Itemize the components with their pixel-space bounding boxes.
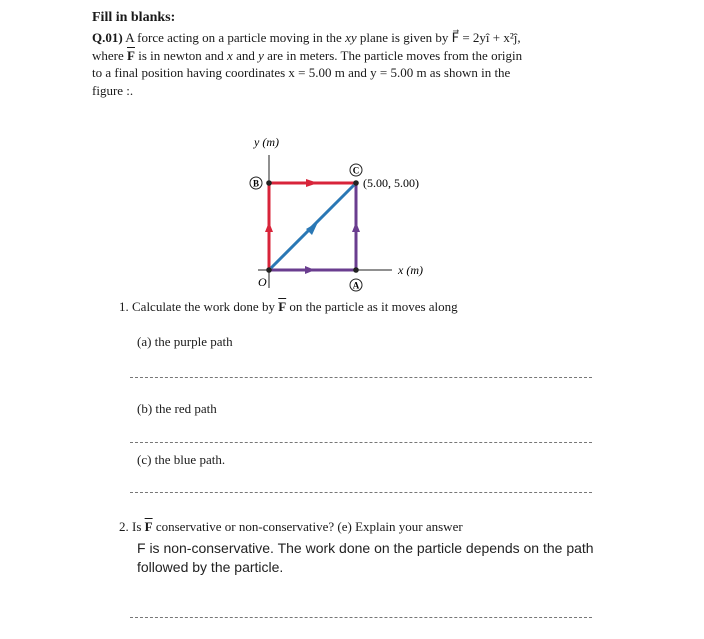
q2-text-a: 2. Is	[119, 519, 145, 534]
heading: Fill in blanks:	[92, 10, 176, 25]
purple-arrow-up	[352, 222, 360, 232]
x-var: x	[227, 47, 233, 63]
question-line2-c: and	[232, 47, 259, 63]
purple-arrow-right	[305, 266, 315, 274]
force-expression: F⃗ = 2yî + x²ĵ,	[451, 30, 521, 45]
answer-line-e[interactable]	[130, 617, 592, 618]
q1-text-b: on the particle as it moves along	[286, 299, 458, 314]
question-line1-a: A force acting on a particle moving in the	[122, 30, 346, 45]
label-B: B	[252, 178, 260, 189]
label-C: C	[352, 165, 360, 176]
part-b: (b) the red path	[137, 401, 217, 416]
x-axis-label: x (m)	[398, 263, 423, 277]
origin-label: O	[258, 275, 267, 289]
q2-answer: F is non-conservative. The work done on the particle depends on the path followed by the particle.	[137, 540, 594, 575]
y-axis-label: y (m)	[254, 135, 279, 149]
answer-line-b[interactable]	[130, 442, 592, 443]
question-line1-b: plane is given by	[356, 30, 452, 45]
question-1	[119, 299, 458, 315]
point-B-dot	[266, 180, 272, 186]
origin-dot	[266, 267, 272, 273]
part-c: (c) the blue path.	[137, 452, 226, 467]
answer-line-c[interactable]	[130, 492, 592, 493]
q2-force-symbol: $\overline{F}$	[144, 519, 153, 534]
coordinate-label: (5.00, 5.00)	[363, 176, 419, 190]
point-A-dot	[353, 267, 359, 273]
red-arrow-up	[265, 222, 273, 232]
red-arrow-right	[306, 179, 318, 187]
q1-text-a: 1. Calculate the work done by	[119, 299, 279, 314]
question-line4: figure :.	[92, 82, 134, 98]
q1-force-symbol: $\overline{F}$	[278, 299, 287, 314]
xy-var: xy	[345, 30, 357, 45]
part-a: (a) the purple path	[137, 334, 233, 349]
question-2	[119, 519, 463, 535]
y-var: y	[258, 47, 264, 63]
label-A: A	[352, 280, 360, 291]
question-line2-b: is in newton and	[134, 47, 228, 63]
question-line2-d: are in meters. The particle moves from the origin	[263, 47, 523, 63]
point-C-dot	[353, 180, 359, 186]
q2-text-b: conservative or non-conservative? (e) Explain your answer	[152, 519, 463, 534]
question-line2-a: where	[92, 47, 128, 63]
answer-line-a[interactable]	[130, 377, 592, 378]
question-line3: to a final position having coordinates x = 5.00 m and y = 5.00 m as shown in the	[92, 65, 511, 80]
question-number: Q.01)	[92, 30, 123, 45]
force-symbol: $\overline{F}$	[127, 47, 135, 63]
